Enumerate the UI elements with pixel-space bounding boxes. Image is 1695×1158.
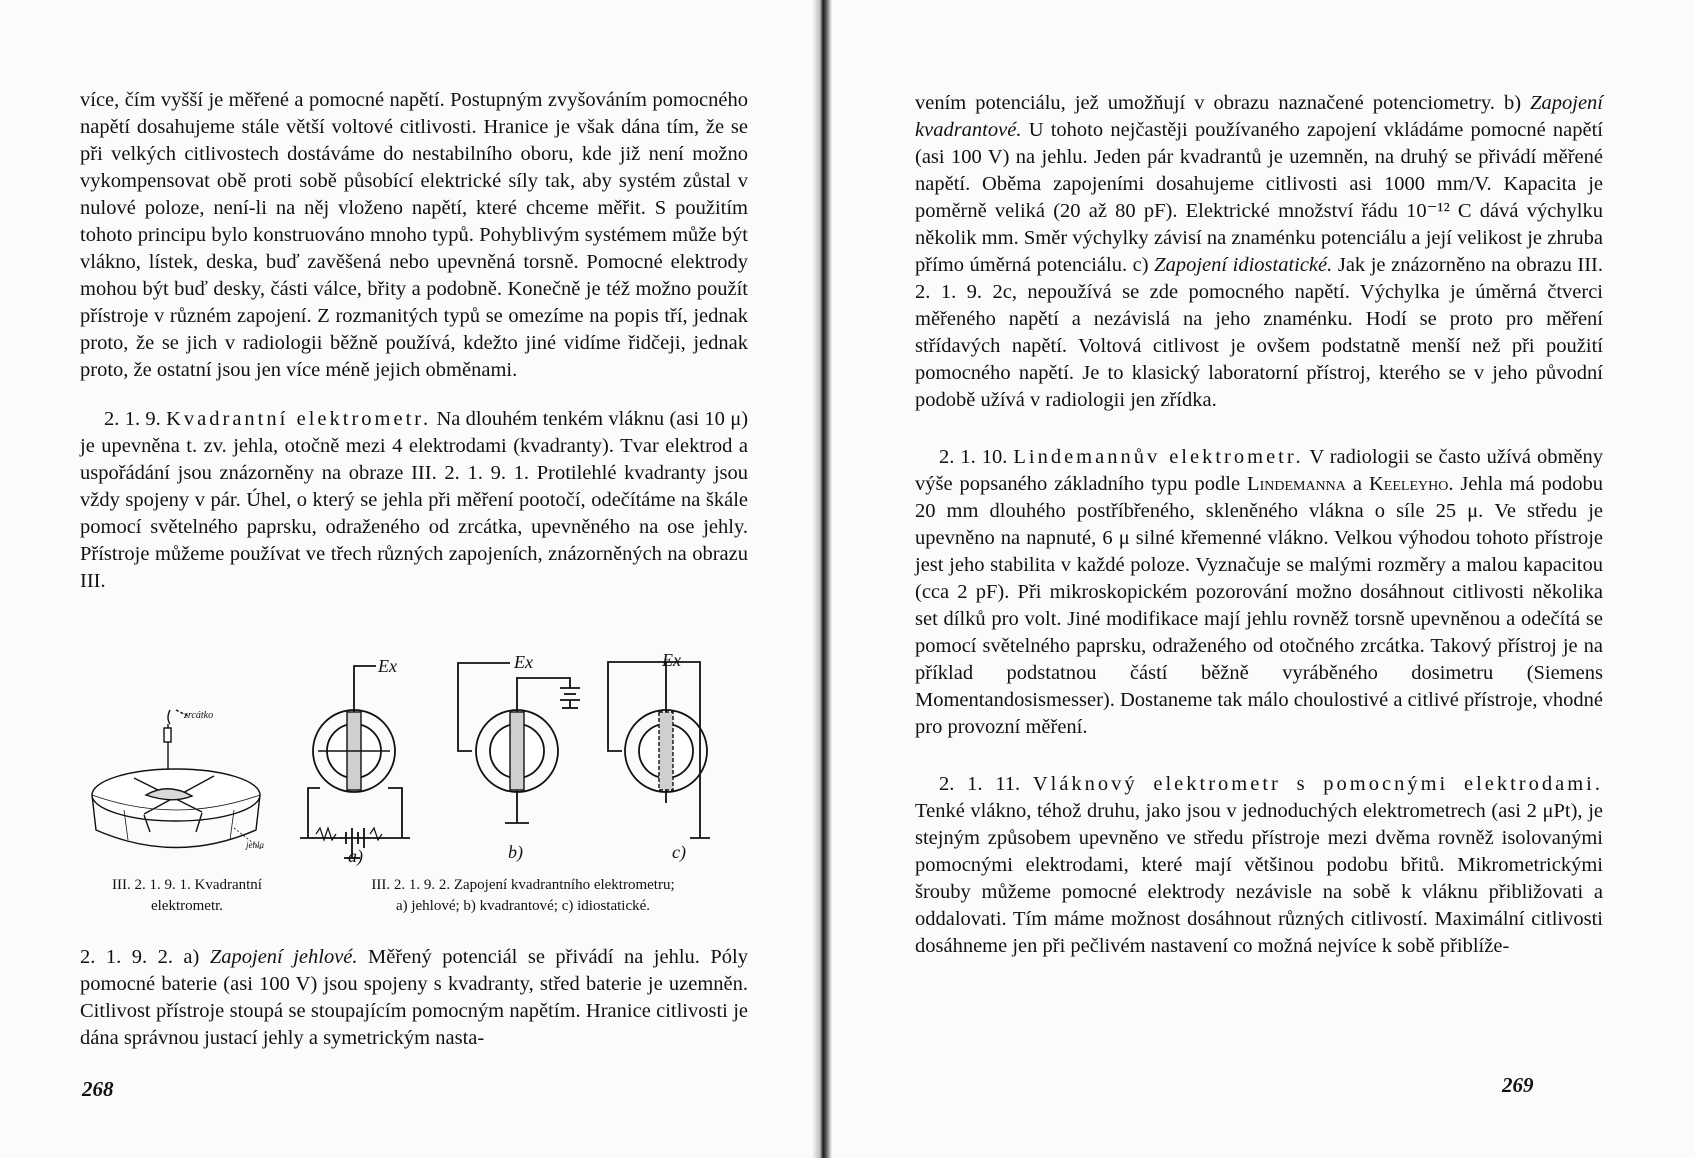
section-heading: Vláknový elektrometr s pomocnými elektrodami. xyxy=(1032,773,1603,795)
page-number-right: 269 xyxy=(1502,1073,1534,1097)
diagram-label-a: a) xyxy=(348,846,363,866)
section-number: 2. 1. 9. xyxy=(104,408,161,430)
ex-label-a: Ex xyxy=(378,656,397,676)
diagram-label-b: b) xyxy=(508,842,523,862)
section-number: 2. 1. 10. xyxy=(939,446,1008,468)
section-number: 2. 1. 9. 2. a) xyxy=(80,946,200,968)
author-name: Keeleyho xyxy=(1368,473,1449,495)
left-page-text-bottom xyxy=(80,944,748,1052)
section-body: Na dlouhém tenkém vláknu (asi 10 μ) je upevněna t. zv. jehla, otočně mezi 4 elektrodami (kvadranty). Tvar elektrod a uspořádání jsou znázorněny na obraze III. 2. 1. 9. 1. Protilehlé kvadranty jsou vždy spojeny v pár. Úhel, o který se jehla při měření pootočí, odečítáme na škále pomocí světelného paprsku, odraženého od zrcátka, upevněného na ose jehly. Přístroje můžeme používat ve třech různých zapojeních, znázorněných na obrazu III. xyxy=(80,408,749,592)
section-heading: Zapojení kvadrantové. xyxy=(915,92,1603,141)
figure-caption-2: III. 2. 1. 9. 2. Zapojení kvadrantního elektrometru; a) jehlové; b) kvadrantové; c) idiostatické. xyxy=(371,877,675,914)
section-number: 2. 1. 11. xyxy=(939,773,1021,795)
diagram-label-c: c) xyxy=(672,842,686,862)
page-number-left: 268 xyxy=(82,1077,114,1101)
section-heading: Lindemannův elektrometr. xyxy=(1013,446,1304,468)
paragraph-lindemann: 2. 1. 10. Lindemannův elektrometr. V radiologii se často užívá obměny výše popsaného základního typu podle Lindemanna a Keeleyho. Jehla má podobu 20 mm dlouhého postříbřeného, skleněného vlákna o síle 25 μ. Ve středu je upevněno na napnuté, 6 μ silné křemenné vlákno. Velkou výhodou tohoto přístroje jest jeho stabilita v každé poloze. Vyznačuje se malými rozměry a malou kapacitou (cca 2 pF). Při mikroskopickém pozorování možno dosáhnout citlivosti několika set dílků pro volt. Jiné modifikace mají jehlu rovněž torsně upevněnou a odečítá se pomocí světelného paprsku, odraženého od otočného zrcátka. Takový přístroj je na příklad podstatnou částí běžně vyráběného dosimetru (Siemens Momentandosismesser). Dostaneme tak málo choulostivé a citlivé přístroje, vhodné pro provozní měření. xyxy=(915,446,1604,738)
connection-diagrams-figure xyxy=(290,648,750,870)
left-page-text xyxy=(80,87,748,595)
section-heading: Zapojení jehlové. xyxy=(209,946,358,968)
section-heading: Zapojení idiostatické. xyxy=(1154,254,1333,276)
left-page xyxy=(0,0,820,1158)
quadrant-electrometer-figure xyxy=(84,700,284,860)
right-page xyxy=(826,0,1695,1158)
ex-label-b: Ex xyxy=(514,652,533,672)
paragraph-quadrant-electrometer xyxy=(80,406,748,595)
paragraph-intro: více, čím vyšší je měřené a pomocné napětí. Postupným zvyšováním pomocného napětí dosahujeme stále větší voltové citlivosti. Hranice je však dána tím, že se při velkých citlivostech dostáváme do nestabilního oboru, kde již není možno vykompensovat obě proti sobě působící elektrické síly tak, aby systém zůstal v nulové poloze, není-li na něj vloženo napětí, které chceme měřit. S použitím tohoto principu bylo konstruováno mnoho typů. Pohyblivým systémem může být vlákno, lístek, deska, buď zavěšená nebo upevněná torsně. Pomocné elektrody mohou být buď desky, části válce, břity a podobně. Konečně je též možno použít přístroje v různém zapojení. Z rozmanitých typů se omezíme na popis tří, jednak proto, že se jich v radiologii běžně používá, kdežto jiné vidíme řidčeji, jednak proto, že ostatní jsou jen více méně jejich obměnami. xyxy=(80,89,748,381)
section-heading: Kvadrantní elektrometr. xyxy=(166,408,432,430)
mirror-label: zrcátko xyxy=(184,710,214,721)
paragraph-needle-connection xyxy=(80,944,748,1052)
needle-label: jehla xyxy=(246,840,264,850)
paragraph-fibre-electrometer: 2. 1. 11. Vláknový elektrometr s pomocnými elektrodami. Tenké vlákno, téhož druhu, jako jsou v jednoduchých elektrometrech (asi 2 μPt), je stejným způsobem upevněno ve středu přístroje mezi dvěma rovněž isolovanými pomocnými elektrodami, které mají většinou podobu břitů. Mikrometrickými šrouby můžeme pomocné elektrody nezávisle na sobě k vláknu přibližovati a oddalovati. Tím máme možnost dosáhnout různých citlivostí. Maximální citlivosti dosáhneme jen při pečlivém nastavení co možná nejvíce k sobě přiblíže- xyxy=(915,773,1603,957)
figure-caption-1: III. 2. 1. 9. 1. Kvadrantní elektrometr. xyxy=(112,877,262,914)
section-body: Měřený potenciál se přivádí na jehlu. Póly pomocné baterie (asi 100 V) jsou spojeny s kvadranty, střed baterie je uzemněn. Citlivost přístroje stoupá se stoupajícím pomocným napětím. Hranice citlivosti je dána správnou justací jehly a symetrickým nasta- xyxy=(80,946,748,1049)
author-name: Lindemanna xyxy=(1247,473,1346,495)
ex-label-c: Ex xyxy=(662,650,681,670)
right-page-text xyxy=(915,90,1603,960)
paragraph-connections: vením potenciálu, jež umožňují v obrazu naznačené potenciometry. b) Zapojení kvadrantové. U tohoto nejčastěji používaného zapojení vkládáme pomocné napětí (asi 100 V) na jehlu. Jeden pár kvadrantů je uzemněn, na druhý se přivádí měřené napětí. Oběma zapojeními dosahujeme citlivosti asi 1000 mm/V. Kapacita je poměrně veliká (20 až 80 pF). Elektrické množství řádu 10⁻¹² C dává výchylku několik mm. Směr výchylky závisí na znaménku potenciálu a její velikost je zhruba přímo úměrná potenciálu. c) Zapojení idiostatické. Jak je znázorněno na obrazu III. 2. 1. 9. 2c, nepoužívá se zde pomocného napětí. Výchylka je úměrná čtverci měřeného napětí a nezávislá na jeho znaménku. Hodí se proto pro měření střídavých napětí. Voltová citlivost je ovšem podstatně menší než při použití pomocného napětí. Je to klasický laboratorní přístroj, kterého se v jeho původní podobě užívá v radiologii jen zřídka. xyxy=(915,92,1604,411)
